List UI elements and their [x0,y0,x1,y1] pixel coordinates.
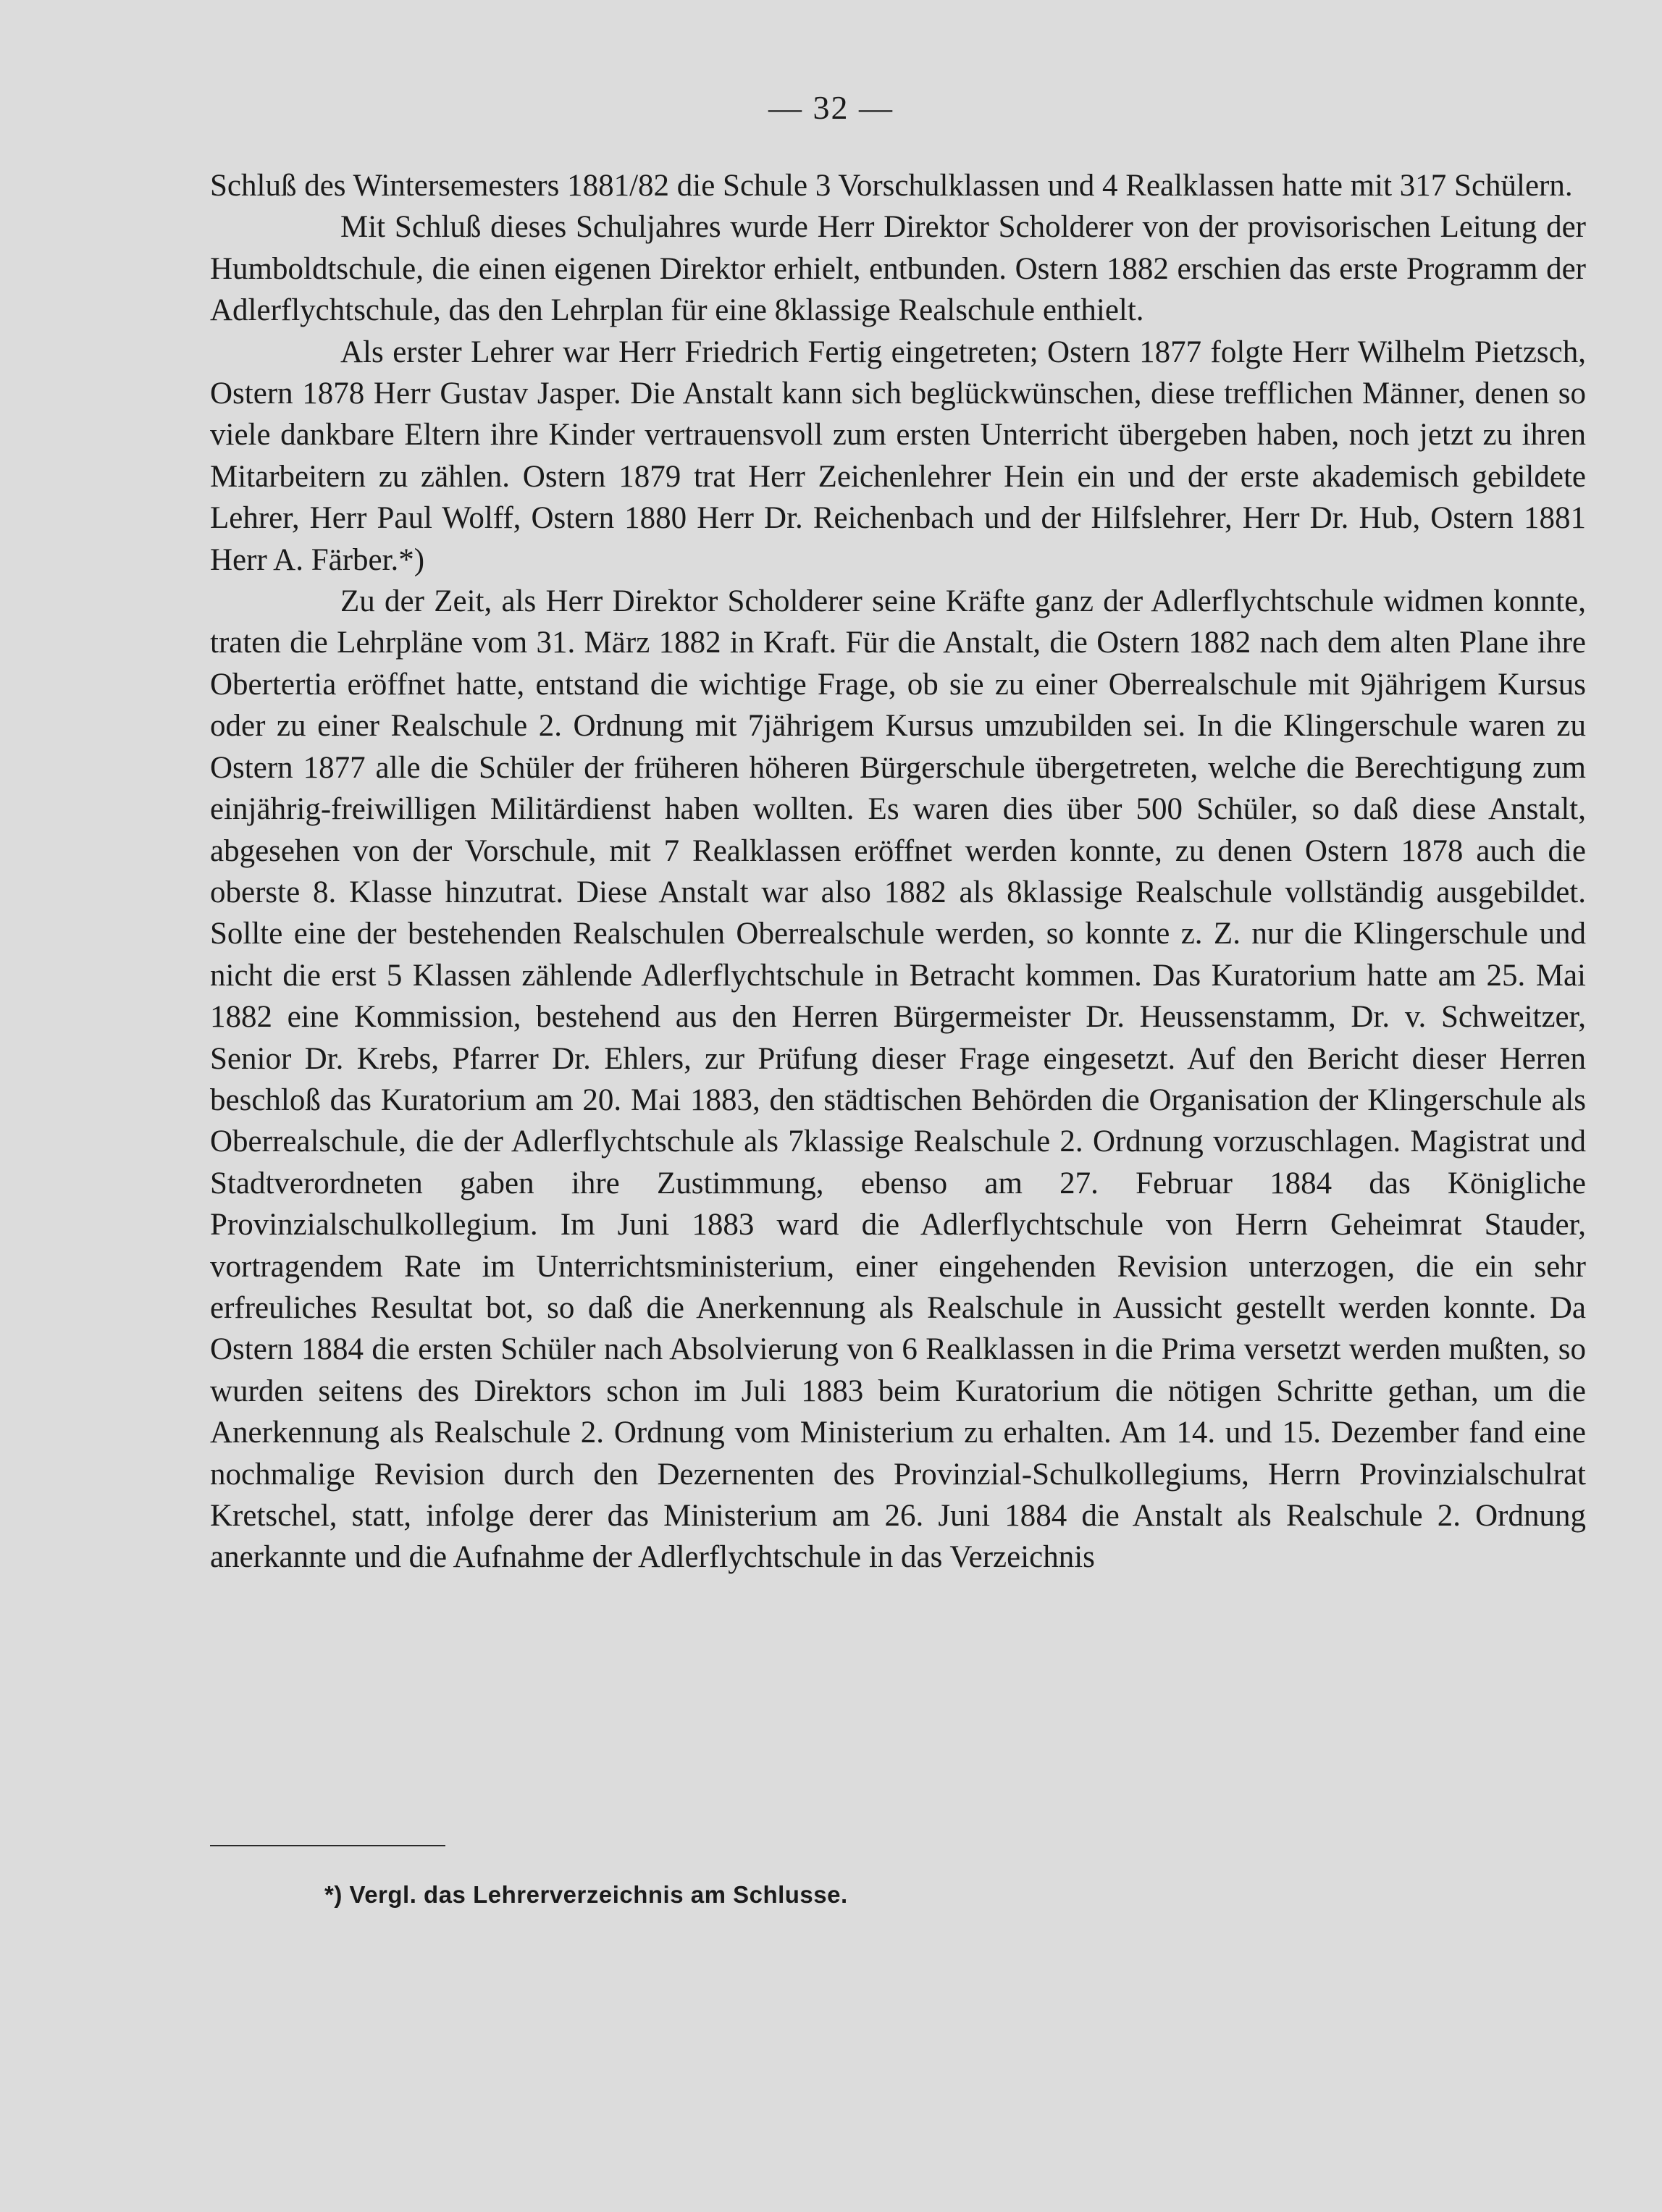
paragraph: Zu der Zeit, als Herr Direktor Scholderer seine Kräfte ganz der Adlerflychtschule widmen konnte, traten die Lehrpläne vom 31. März 1882 in Kraft. Für die Anstalt, die Ostern 1882 nach dem alten Plane ihre Obertertia eröffnet hatte, entstand die wichtige Frage, ob sie zu einer Oberrealschule mit 9jährigem Kursus oder zu einer Realschule 2. Ordnung mit 7jährigem Kursus umzubilden sei. In die Klingerschule waren zu Ostern 1877 alle die Schüler der früheren höheren Bürgerschule übergetreten, welche die Berechtigung zum einjährig-freiwilligen Militärdienst haben wollten. Es waren dies über 500 Schüler, so daß diese Anstalt, abgesehen von der Vorschule, mit 7 Realklassen eröffnet werden konnte, zu denen Ostern 1878 auch die oberste 8. Klasse hinzutrat. Diese Anstalt war also 1882 als 8klassige Realschule vollständig ausgebildet. Sollte eine der bestehenden Realschulen Oberrealschule werden, so konnte z. Z. nur die Klingerschule und nicht die erst 5 Klassen zählende Adlerflychtschule in Betracht kommen. Das Kuratorium hatte am 25. Mai 1882 eine Kommission, bestehend aus den Herren Bürgermeister Dr. Heussenstamm, Dr. v. Schweitzer, Senior Dr. Krebs, Pfarrer Dr. Ehlers, zur Prüfung dieser Frage eingesetzt. Auf den Bericht dieser Herren beschloß das Kuratorium am 20. Mai 1883, den städtischen Behörden die Organisation der Klingerschule als Oberrealschule, die der Adlerflychtschule als 7klassige Realschule 2. Ordnung vorzuschlagen. Magistrat und Stadtverordneten gaben ihre Zustimmung, ebenso am 27. Februar 1884 das Königliche Provinzialschulkollegium. Im Juni 1883 ward die Adlerflychtschule von Herrn Geheimrat Stauder, vortragendem Rate im Unterrichtsministerium, einer eingehenden Revision unterzogen, die ein sehr erfreuliches Resultat bot, so daß die Anerkennung als Realschule in Aussicht gestellt werden konnte. Da Ostern 1884 die ersten Schüler nach Absolvierung von 6 Realklassen in die Prima versetzt werden mußten, so wurden seitens des Direktors schon im Juli 1883 beim Kuratorium die nötigen Schritte gethan, um die Anerkennung als Realschule 2. Ordnung vom Ministerium zu erhalten. Am 14. und 15. Dezember fand eine nochmalige Revision durch den Dezernenten des Provinzial-Schulkollegiums, Herrn Provinzialschulrat Kretschel, statt, infolge derer das Ministerium am 26. Juni 1884 die Anstalt als Realschule 2. Ordnung anerkannte und die Aufnahme der Adlerflychtschule in das Verzeichnis [210,584,1586,1575]
page-number: — 32 — [768,89,894,126]
paragraph: Mit Schluß dieses Schuljahres wurde Herr Direktor Scholderer von der provisorischen Leitung der Humboldtschule, die einen eigenen Direktor erhielt, entbunden. Ostern 1882 erschien das erste Programm der Adlerflychtschule, das den Lehrplan für eine 8klassige Realschule enthielt. [210,210,1586,328]
paragraph: Als erster Lehrer war Herr Friedrich Fertig eingetreten; Ostern 1877 folgte Herr Wilhelm Pietzsch, Ostern 1878 Herr Gustav Jasper. Die Anstalt kann sich beglückwünschen, diese trefflichen Männer, denen so viele dankbare Eltern ihre Kinder vertrauensvoll zum ersten Unterricht übergeben haben, noch jetzt zu ihren Mitarbeitern zu zählen. Ostern 1879 trat Herr Zeichenlehrer Hein ein und der erste akademisch gebildete Lehrer, Herr Paul Wolff, Ostern 1880 Herr Dr. Reichenbach und der Hilfslehrer, Herr Dr. Hub, Ostern 1881 Herr A. Färber.*) [210,335,1586,577]
body-text [210,165,1586,1578]
footnote-divider [210,1845,445,1846]
paragraph-continuation: Schluß des Wintersemesters 1881/82 die Schule 3 Vorschulklassen und 4 Realklassen hatte mit 317 Schülern. [210,169,1573,203]
footnote: *) Vergl. das Lehrerverzeichnis am Schlusse. [324,1881,848,1908]
